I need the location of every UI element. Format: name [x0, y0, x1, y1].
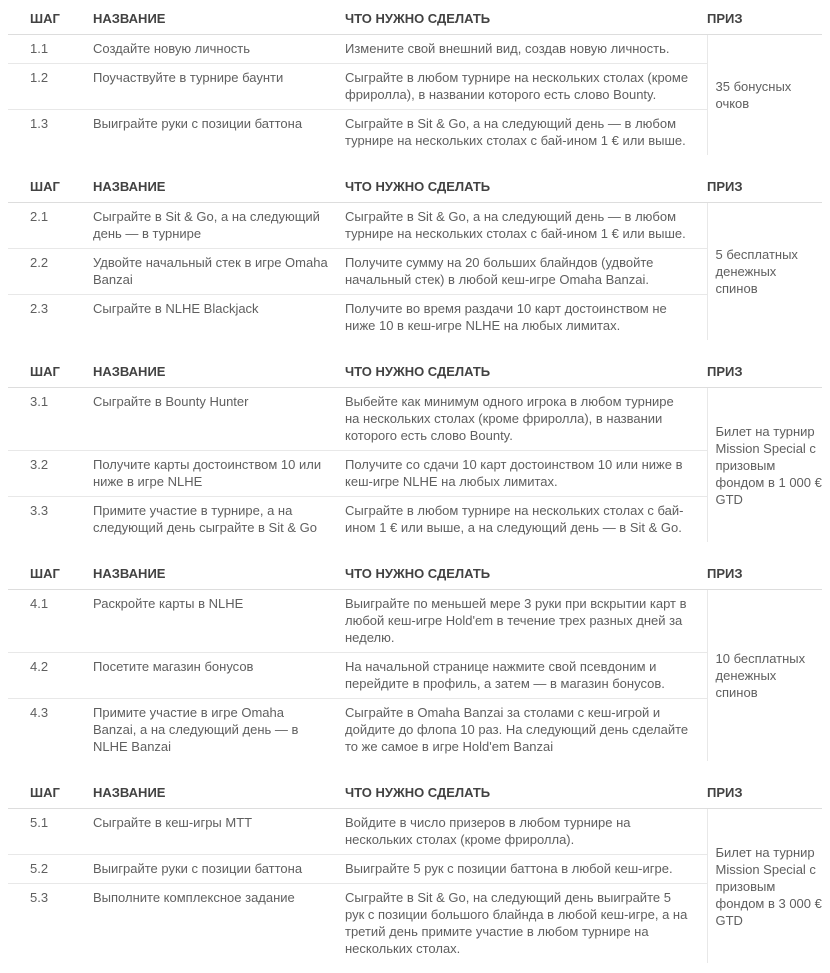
name-cell: Получите карты достоинством 10 или ниже в игре NLHE — [93, 451, 345, 497]
table-row — [8, 497, 822, 543]
column-header-step: ШАГ — [8, 778, 93, 809]
missions-table-section-1 — [8, 4, 822, 155]
name-cell: Удвойте начальный стек в игре Omaha Banzai — [93, 249, 345, 295]
table-row — [8, 64, 822, 110]
name-cell: Создайте новую личность — [93, 35, 345, 64]
column-header-step: ШАГ — [8, 559, 93, 590]
table-row — [8, 653, 822, 699]
column-header-prize: ПРИЗ — [707, 4, 822, 35]
step-cell: 4.2 — [8, 653, 93, 699]
name-cell: Сыграйте в Sit & Go, а на следующий день — в турнире — [93, 203, 345, 249]
table-row — [8, 110, 822, 156]
step-cell: 3.2 — [8, 451, 93, 497]
missions-table-section-3 — [8, 357, 822, 542]
column-header-name: НАЗВАНИЕ — [93, 778, 345, 809]
name-cell: Сыграйте в Bounty Hunter — [93, 388, 345, 451]
todo-cell: Получите во время раздачи 10 карт достоинством не ниже 10 в кеш-игре NLHE на любых лимитах. — [345, 301, 667, 333]
column-header-prize: ПРИЗ — [707, 172, 822, 203]
prize-cell: 5 бесплатных денежных спинов — [707, 203, 822, 341]
column-header-todo: ЧТО НУЖНО СДЕЛАТЬ — [345, 778, 707, 809]
table-row — [8, 295, 822, 341]
todo-cell: Выиграйте 5 рук с позиции баттона в любой кеш-игре. — [345, 855, 707, 884]
table-row — [8, 35, 822, 64]
table-row — [8, 590, 822, 653]
header-row — [8, 357, 822, 388]
todo-cell: Сыграйте в любом турнире на нескольких столах (кроме фриролла), в названии которого есть слово Bounty. — [345, 64, 707, 110]
todo-cell: На начальной странице нажмите свой псевдоним и перейдите в профиль, а затем — в магазин бонусов. — [345, 653, 707, 699]
step-cell: 3.1 — [8, 388, 93, 451]
prize-cell: 10 бесплатных денежных спинов — [707, 590, 822, 762]
missions-table-section-5 — [8, 778, 822, 963]
todo-cell: Сыграйте в Sit & Go, а на следующий день — в любом турнире на нескольких столах с бай-ином 1 € или выше. — [345, 116, 686, 148]
todo-cell: Выиграйте по меньшей мере 3 руки при вскрытии карт в любой кеш-игре Hold'em в течение трех разных дней за неделю. — [345, 590, 707, 653]
column-header-step: ШАГ — [8, 172, 93, 203]
column-header-name: НАЗВАНИЕ — [93, 4, 345, 35]
step-cell: 4.3 — [30, 705, 49, 720]
column-header-prize: ПРИЗ — [707, 778, 822, 809]
name-cell: Примите участие в игре Omaha Banzai, а на следующий день — в NLHE Banzai — [93, 705, 299, 754]
step-cell: 5.3 — [30, 890, 49, 905]
step-cell: 3.3 — [30, 503, 49, 518]
table-row — [8, 855, 822, 884]
prize-cell: Билет на турнир Mission Special с призовым фондом в 1 000 € GTD — [707, 388, 822, 543]
missions-table-section-4 — [8, 559, 822, 761]
step-cell: 1.2 — [8, 64, 93, 110]
name-cell: Примите участие в турнире, а на следующий день сыграйте в Sit & Go — [93, 503, 317, 535]
column-header-step: ШАГ — [8, 4, 93, 35]
missions-table-section-2 — [8, 172, 822, 340]
step-cell: 2.2 — [8, 249, 93, 295]
name-cell: Поучаствуйте в турнире баунти — [93, 64, 345, 110]
todo-cell: Получите со сдачи 10 карт достоинством 10 или ниже в кеш-игре NLHE на любых лимитах. — [345, 451, 707, 497]
table-row — [8, 388, 822, 451]
todo-cell: Войдите в число призеров в любом турнире на нескольких столах (кроме фриролла). — [345, 809, 707, 855]
column-header-todo: ЧТО НУЖНО СДЕЛАТЬ — [345, 172, 707, 203]
header-row — [8, 559, 822, 590]
column-header-name: НАЗВАНИЕ — [93, 559, 345, 590]
name-cell: Раскройте карты в NLHE — [93, 590, 345, 653]
table-row — [8, 809, 822, 855]
table-row — [8, 203, 822, 249]
step-cell: 1.1 — [8, 35, 93, 64]
column-header-prize: ПРИЗ — [707, 559, 822, 590]
table-row — [8, 884, 822, 964]
name-cell: Сыграйте в NLHE Blackjack — [93, 301, 259, 316]
todo-cell: Получите сумму на 20 больших блайндов (удвойте начальный стек) в любой кеш-игре Omaha Banzai. — [345, 249, 707, 295]
column-header-todo: ЧТО НУЖНО СДЕЛАТЬ — [345, 559, 707, 590]
prize-cell: Билет на турнир Mission Special с призовым фондом в 3 000 € GTD — [707, 809, 822, 964]
header-row — [8, 778, 822, 809]
column-header-name: НАЗВАНИЕ — [93, 172, 345, 203]
name-cell: Выиграйте руки с позиции баттона — [93, 116, 303, 131]
todo-cell: Сыграйте в Sit & Go, на следующий день выиграйте 5 рук с позиции большого блайнда в любой кеш-игре, а на третий день примите участие в любом турнире на нескольких столах. — [345, 890, 688, 956]
todo-cell: Сыграйте в Sit & Go, а на следующий день — в любом турнире на нескольких столах с бай-ином 1 € или выше. — [345, 203, 707, 249]
table-row — [8, 699, 822, 762]
name-cell: Сыграйте в кеш-игры MTT — [93, 809, 345, 855]
column-header-todo: ЧТО НУЖНО СДЕЛАТЬ — [345, 4, 707, 35]
todo-cell: Сыграйте в любом турнире на нескольких столах с бай-ином 1 € или выше, а на следующий день — в Sit & Go. — [345, 503, 684, 535]
column-header-todo: ЧТО НУЖНО СДЕЛАТЬ — [345, 357, 707, 388]
name-cell: Выиграйте руки с позиции баттона — [93, 855, 345, 884]
column-header-name: НАЗВАНИЕ — [93, 357, 345, 388]
column-header-step: ШАГ — [8, 357, 93, 388]
table-row — [8, 249, 822, 295]
step-cell: 2.1 — [8, 203, 93, 249]
step-cell: 5.2 — [8, 855, 93, 884]
header-row — [8, 172, 822, 203]
table-row — [8, 451, 822, 497]
name-cell: Посетите магазин бонусов — [93, 653, 345, 699]
column-header-prize: ПРИЗ — [707, 357, 822, 388]
step-cell: 1.3 — [30, 116, 49, 131]
name-cell: Выполните комплексное задание — [93, 890, 295, 905]
prize-cell: 35 бонусных очков — [707, 35, 822, 156]
todo-cell: Измените свой внешний вид, создав новую личность. — [345, 35, 707, 64]
todo-cell: Выбейте как минимум одного игрока в любом турнире на нескольких столах (кроме фриролла), в названии которого есть слово Bounty. — [345, 388, 707, 451]
todo-cell: Сыграйте в Omaha Banzai за столами с кеш-игрой и дойдите до флопа 10 раз. На следующий день сделайте то же самое в игре Hold'em Banzai — [345, 705, 689, 754]
header-row — [8, 4, 822, 35]
step-cell: 4.1 — [8, 590, 93, 653]
step-cell: 5.1 — [8, 809, 93, 855]
step-cell: 2.3 — [30, 301, 49, 316]
